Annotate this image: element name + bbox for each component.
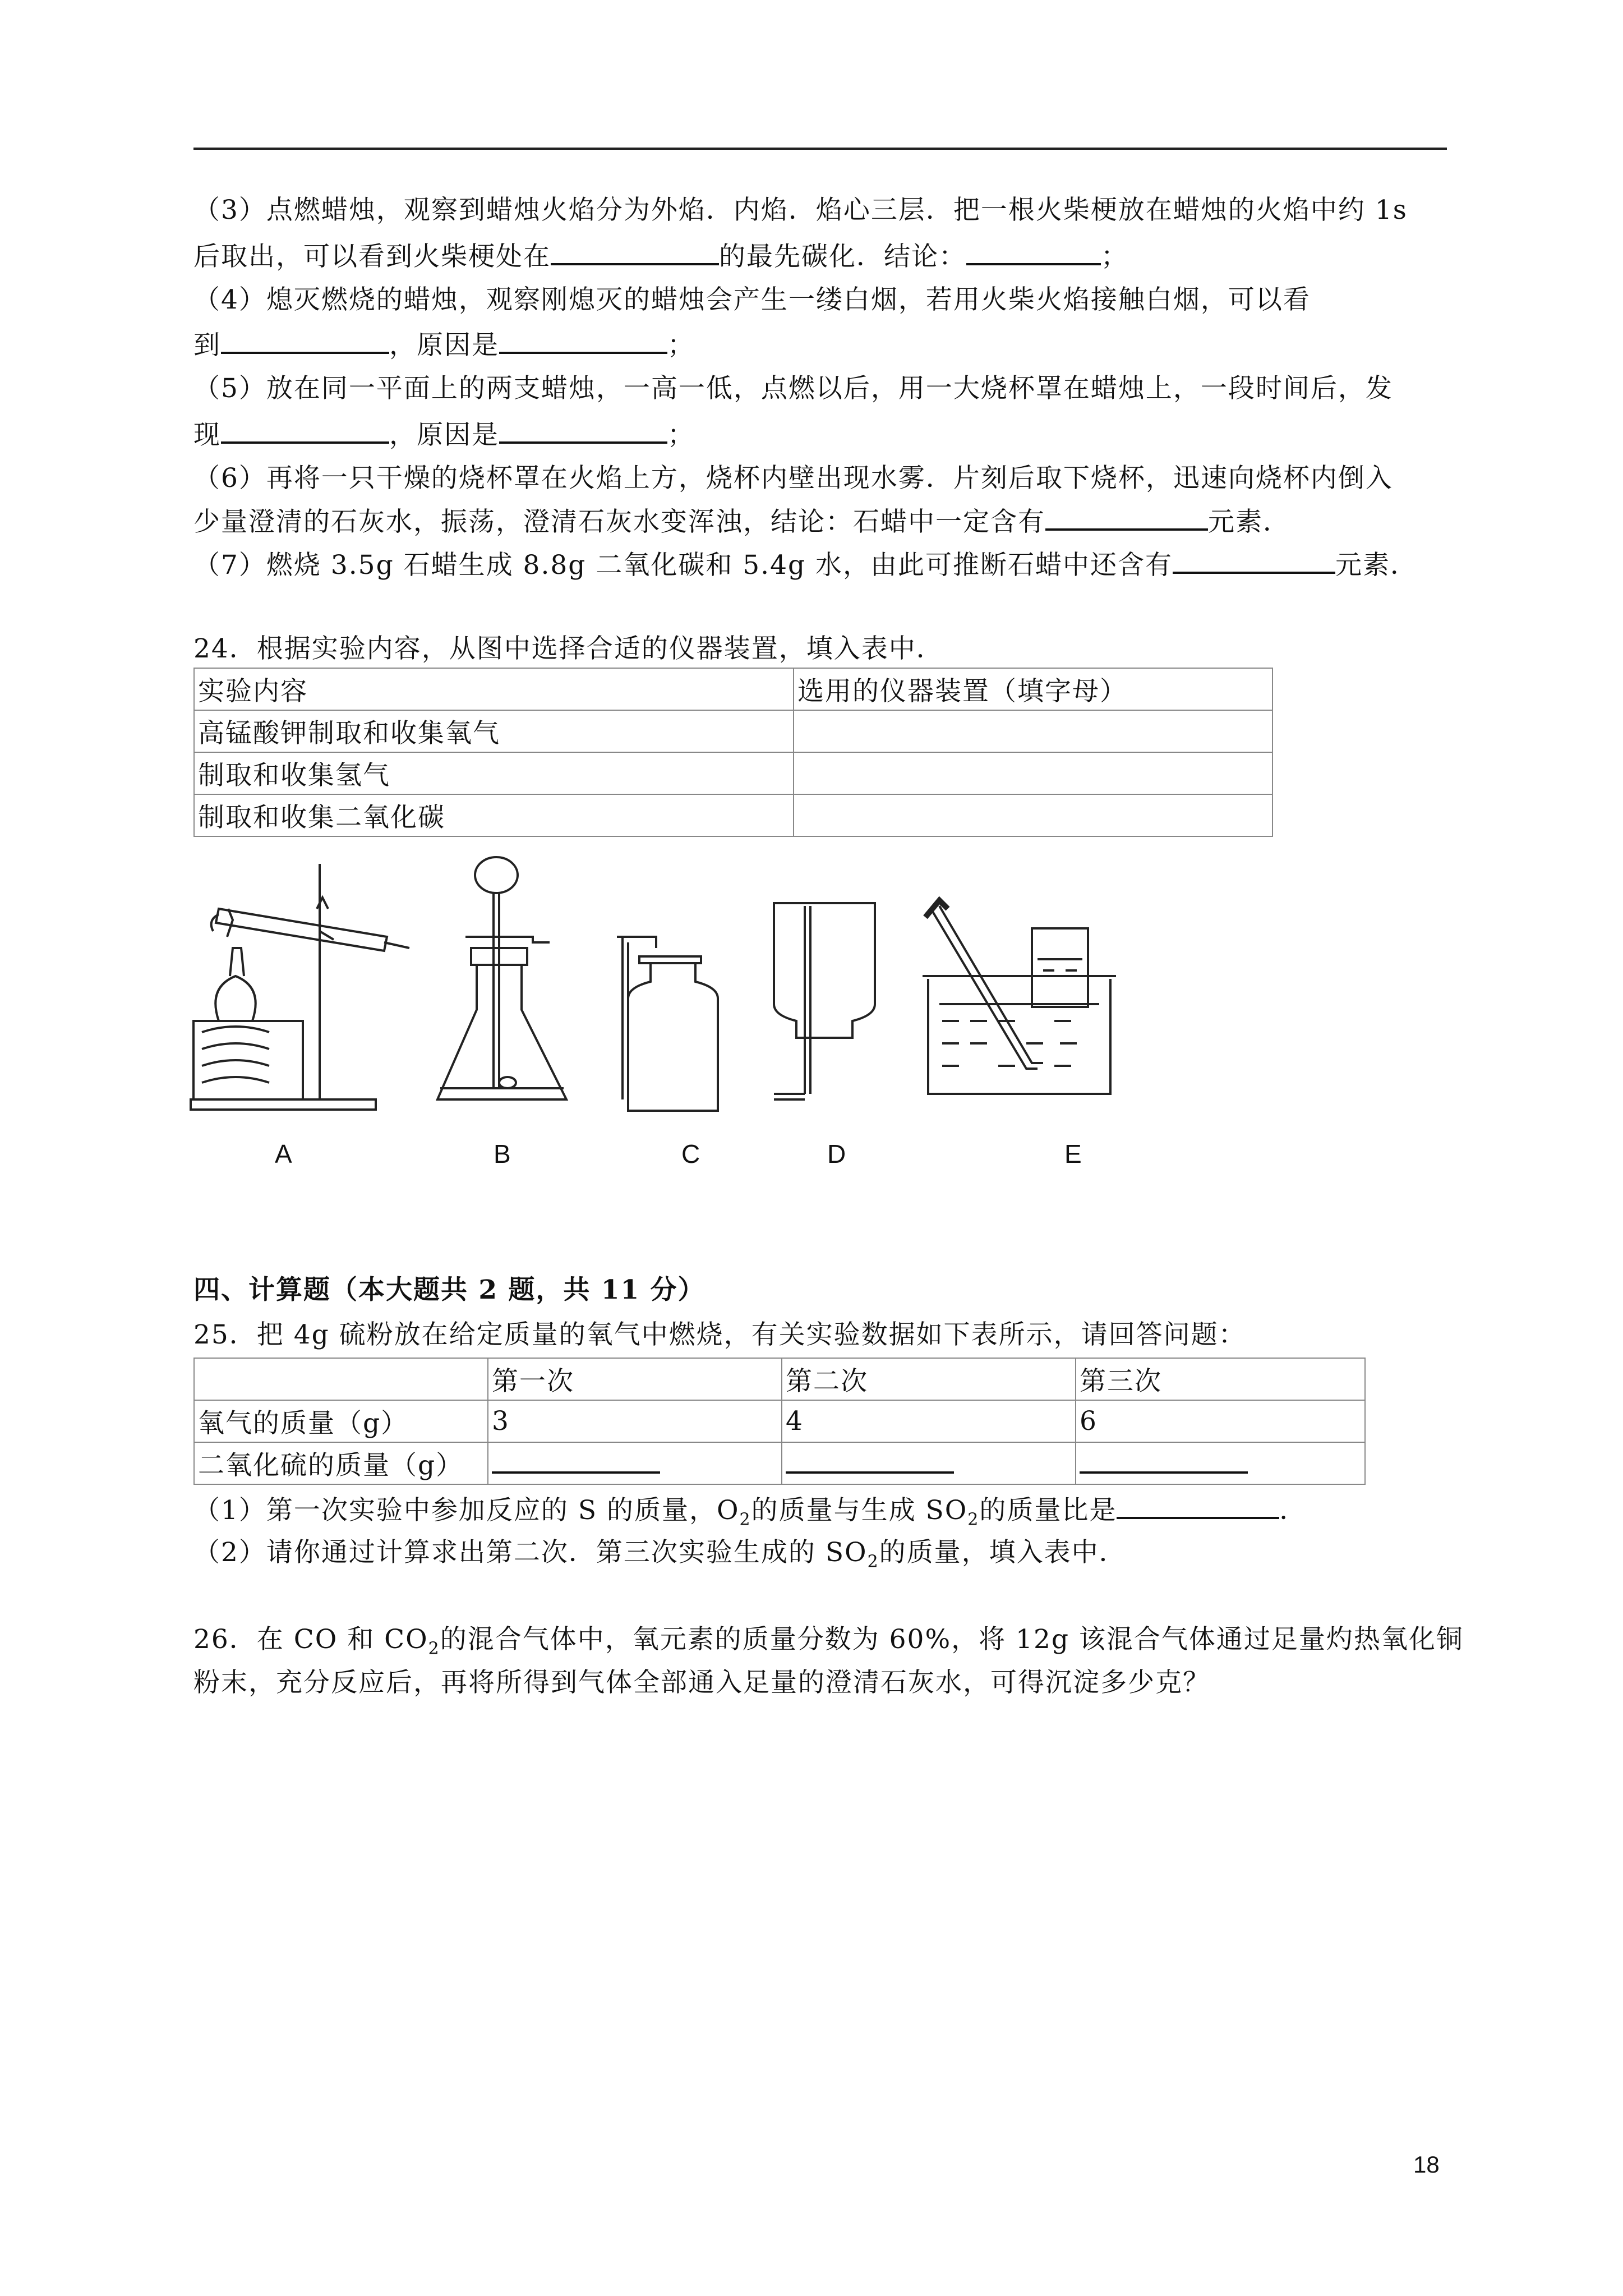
apparatus-a-heating-tube bbox=[191, 864, 409, 1110]
table-cell: 制取和收集氢气 bbox=[194, 752, 794, 794]
q23-part3-line2: 后取出，可以看到火柴梗处在 的最先碳化．结论： ； bbox=[193, 238, 1128, 274]
answer-cell[interactable] bbox=[794, 794, 1272, 836]
answer-cell[interactable] bbox=[794, 710, 1272, 752]
q23-part4-line1: （4）熄灭燃烧的蜡烛，观察刚熄灭的蜡烛会产生一缕白烟，若用火柴火焰接触白烟，可以看 bbox=[193, 284, 1311, 315]
table-cell: 氧气的质量（g） bbox=[194, 1400, 488, 1442]
apparatus-e-water-trough bbox=[923, 900, 1116, 1094]
table-cell: 3 bbox=[488, 1400, 782, 1442]
answer-blank[interactable] bbox=[966, 238, 1101, 265]
figure-label-e: E bbox=[1064, 1139, 1082, 1168]
q25-sub1: （1）第一次实验中参加反应的 S 的质量，$O_2$的质量与生成 $SO_2$的质量比是 ． bbox=[193, 1492, 1307, 1527]
apparatus-b-conical-flask bbox=[437, 857, 566, 1099]
table-header-row bbox=[194, 1358, 1365, 1400]
answer-cell[interactable] bbox=[794, 752, 1272, 794]
q23-part5-line1: （5）放在同一平面上的两支蜡烛，一高一低，点燃以后，用一大烧杯罩在蜡烛上，一段时间后，发 bbox=[193, 373, 1393, 404]
q25-sub2: （2）请你通过计算求出第二次．第三次实验生成的 $SO_2$的质量，填入表中． bbox=[193, 1537, 1127, 1572]
answer-blank[interactable] bbox=[499, 327, 667, 354]
page-number: 18 bbox=[1413, 2151, 1440, 2178]
table-cell: 6 bbox=[1076, 1400, 1365, 1442]
answer-blank[interactable] bbox=[499, 417, 667, 444]
header-rule bbox=[193, 148, 1447, 150]
q23-part7: （7）燃烧 3.5g 石蜡生成 8.8g 二氧化碳和 5.4g 水，由此可推断石蜡中还含有 元素． bbox=[193, 547, 1418, 582]
answer-blank[interactable] bbox=[1173, 547, 1335, 574]
q23-part6-line2: 少量澄清的石灰水，振荡，澄清石灰水变浑浊，结论：石蜡中一定含有 元素． bbox=[193, 504, 1290, 539]
table-row bbox=[194, 1442, 1365, 1484]
figure-label-d: D bbox=[827, 1139, 846, 1168]
table-header-cell: 选用的仪器装置（填字母） bbox=[794, 668, 1272, 710]
table-cell: 高锰酸钾制取和收集氧气 bbox=[194, 710, 794, 752]
figure-label-a: A bbox=[275, 1139, 292, 1168]
q23-part5-line2: 现 ，原因是 ； bbox=[193, 417, 695, 452]
table-cell: 4 bbox=[782, 1400, 1076, 1442]
table-header-cell: 实验内容 bbox=[194, 668, 794, 710]
table-cell: 制取和收集二氧化碳 bbox=[194, 794, 794, 836]
answer-blank[interactable] bbox=[786, 1447, 954, 1474]
table-header-cell: 第三次 bbox=[1076, 1358, 1365, 1400]
table-header-row bbox=[194, 668, 1272, 710]
answer-blank[interactable] bbox=[551, 238, 719, 265]
apparatus-figure bbox=[185, 853, 1183, 1133]
answer-blank[interactable] bbox=[1045, 504, 1208, 531]
q25-prompt: 25．把 4g 硫粉放在给定质量的氧气中燃烧，有关实验数据如下表所示，请回答问题： bbox=[193, 1319, 1246, 1350]
q23-part3-line1: （3）点燃蜡烛，观察到蜡烛火焰分为外焰．内焰．焰心三层．把一根火柴梗放在蜡烛的火焰中约 1s bbox=[193, 195, 1408, 226]
table-row bbox=[194, 752, 1272, 794]
answer-blank[interactable] bbox=[1117, 1492, 1279, 1519]
table-row bbox=[194, 794, 1272, 836]
answer-blank[interactable] bbox=[221, 417, 389, 444]
table-header-cell bbox=[194, 1358, 488, 1400]
answer-blank[interactable] bbox=[1080, 1447, 1248, 1474]
q23-part6-line1: （6）再将一只干燥的烧杯罩在火焰上方，烧杯内壁出现水雾．片刻后取下烧杯，迅速向烧杯内倒入 bbox=[193, 463, 1393, 494]
section-heading: 四、计算题（本大题共 2 题，共 11 分） bbox=[193, 1274, 706, 1305]
table-row bbox=[194, 710, 1272, 752]
table-cell: 二氧化硫的质量（g） bbox=[194, 1442, 488, 1484]
answer-blank[interactable] bbox=[492, 1447, 660, 1474]
q26-line1: 26．在 CO 和 $CO_2$的混合气体中，氧元素的质量分数为 60%，将 12g 该混合气体通过足量灼热氧化铜 bbox=[193, 1624, 1464, 1659]
q23-part4-line2: 到 ，原因是 ； bbox=[193, 327, 695, 362]
answer-cell[interactable] bbox=[488, 1442, 782, 1484]
figure-label-c: C bbox=[681, 1139, 700, 1168]
apparatus-c-gas-bottle bbox=[617, 937, 718, 1111]
q25-table bbox=[193, 1358, 1366, 1485]
q24-table bbox=[193, 668, 1273, 837]
table-header-cell: 第一次 bbox=[488, 1358, 782, 1400]
answer-blank[interactable] bbox=[221, 327, 389, 354]
q24-prompt: 24．根据实验内容，从图中选择合适的仪器装置，填入表中． bbox=[193, 633, 944, 664]
answer-cell[interactable] bbox=[1076, 1442, 1365, 1484]
table-row bbox=[194, 1400, 1365, 1442]
q26-line2: 粉末，充分反应后，再将所得到气体全部通入足量的澄清石灰水，可得沉淀多少克？ bbox=[193, 1667, 1210, 1698]
answer-cell[interactable] bbox=[782, 1442, 1076, 1484]
figure-label-b: B bbox=[494, 1139, 511, 1168]
apparatus-d-inverted-bottle bbox=[774, 903, 875, 1099]
table-header-cell: 第二次 bbox=[782, 1358, 1076, 1400]
